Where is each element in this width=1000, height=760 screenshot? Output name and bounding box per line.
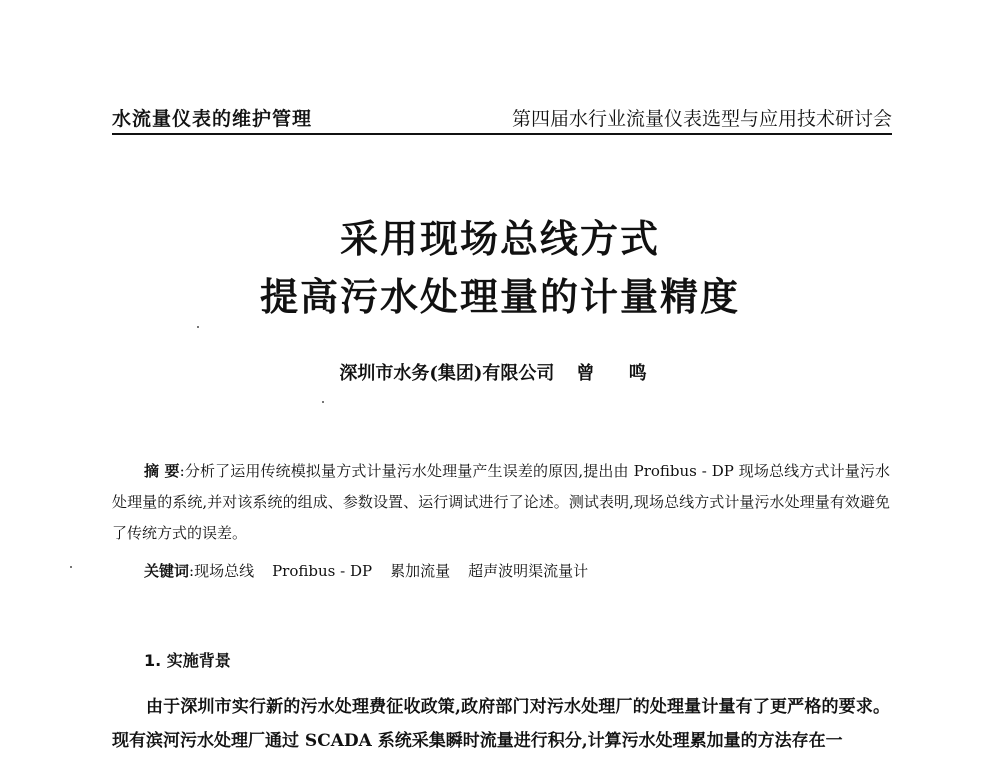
section-paragraph: 由于深圳市实行新的污水处理费征收政策,政府部门对污水处理厂的处理量计量有了更严格的要求。现有滨河污水处理厂通过 SCADA 系统采集瞬时流量进行积分,计算污水处理累加量的方法存在一 — [112, 697, 890, 751]
running-header-left: 水流量仪表的维护管理 — [112, 108, 313, 130]
paper-title-line-1: 采用现场总线方式 — [339, 217, 660, 261]
abstract — [112, 456, 890, 549]
keyword-item: 超声波明渠流量计 — [468, 562, 589, 580]
abstract-label: 摘 要 — [144, 462, 180, 480]
header-rule — [112, 133, 892, 135]
keyword-item: 现场总线 — [194, 562, 255, 580]
section-heading: 1. 实施背景 — [144, 651, 231, 670]
keyword-item: 累加流量 — [390, 562, 451, 580]
keywords: 关键词:现场总线 Profibus - DP 累加流量 超声波明渠流量计 — [144, 562, 589, 580]
author-line — [0, 359, 1000, 385]
scan-speck — [322, 401, 324, 403]
keywords-label: 关键词 — [144, 562, 190, 580]
body-paragraph — [112, 690, 890, 758]
abstract-text: :分析了运用传统模拟量方式计量污水处理量产生误差的原因,提出由 Profibus - DP 现场总线方式计量污水处理量的系统,并对该系统的组成、参数设置、运行调试进行了论述。测试表明,现场总线方式计量污水处理量有效避免了传统方式的误差。 — [112, 462, 890, 542]
running-header-right: 第四届水行业流量仪表选型与应用技术研讨会 — [511, 108, 892, 130]
author-affiliation: 深圳市水务(集团)有限公司 — [339, 363, 555, 384]
scan-speck — [197, 326, 199, 328]
author-name: 曾 鸣 — [576, 363, 661, 384]
paper-title-line-2: 提高污水处理量的计量精度 — [259, 275, 740, 319]
keyword-item: Profibus - DP — [272, 562, 373, 580]
scan-speck — [70, 566, 72, 568]
